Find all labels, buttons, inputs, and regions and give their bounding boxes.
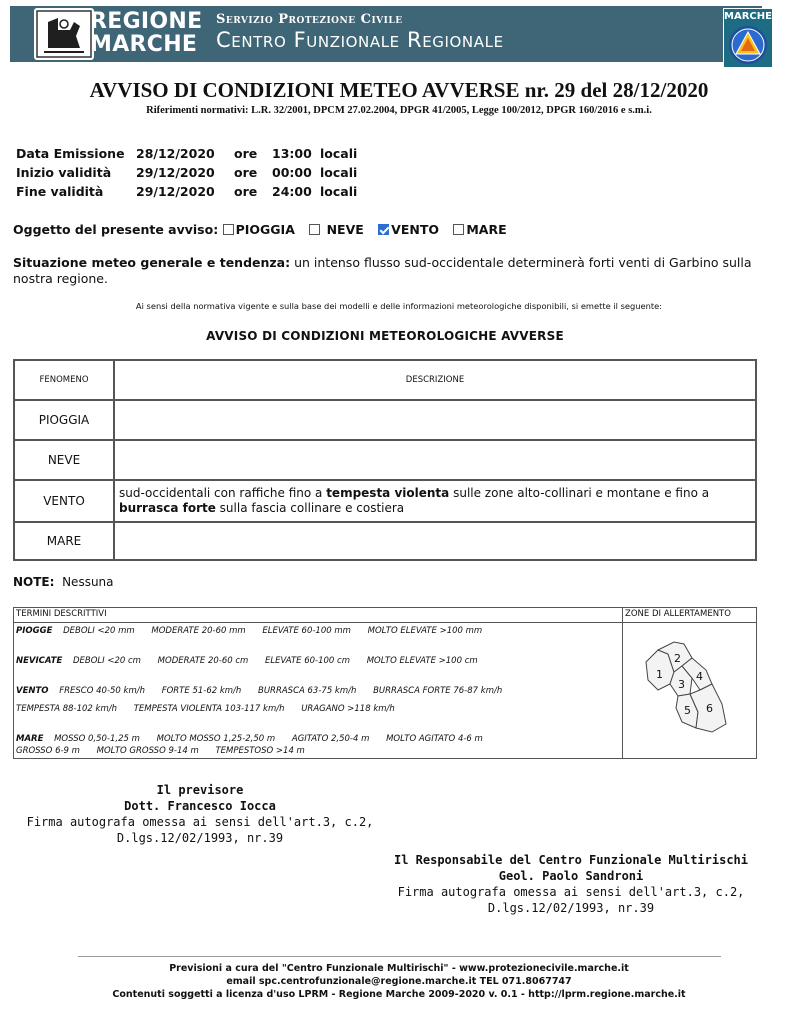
vento-terms: [16, 686, 516, 696]
pioggia-checkbox[interactable]: [223, 224, 234, 235]
term-item: DEBOLI <20 cm: [72, 656, 141, 666]
neve-checkbox[interactable]: [309, 224, 320, 235]
vento-terms-2: [16, 704, 409, 714]
date-value: 28/12/2020: [136, 146, 215, 161]
option-label: PIOGGIA: [235, 222, 295, 237]
option-label: VENTO: [391, 222, 439, 237]
footer-line-1: Previsioni a cura del "Centro Funzionale Multirischi" - www.protezionecivile.marche.it: [169, 963, 629, 974]
oggetto-label: Oggetto del presente avviso:: [13, 222, 219, 237]
term-item: MODERATE 20-60 cm: [157, 656, 249, 666]
note-value: Nessuna: [62, 575, 114, 589]
header-banner: [10, 6, 772, 62]
term-item: ELEVATE 60-100 cm: [265, 656, 350, 666]
zone-label: 1: [656, 668, 663, 681]
situazione-label: Situazione meteo generale e tendenza:: [13, 255, 291, 270]
option-label: NEVE: [326, 222, 364, 237]
responsabile-firma-1: Firma autografa omessa ai sensi dell'art.3, c.2,: [397, 885, 745, 899]
option-pioggia[interactable]: [223, 222, 295, 237]
option-neve[interactable]: [309, 222, 364, 237]
protezione-civile-badge: [723, 8, 773, 68]
term-item: MOSSO 0,50-1,25 m: [54, 734, 140, 744]
date-row: [16, 144, 357, 163]
descrizione-cell: [114, 400, 756, 440]
fenomeno-cell: NEVE: [14, 440, 114, 480]
regione-line2: MARCHE: [90, 32, 198, 57]
protezione-civile-icon: [724, 22, 772, 68]
term-item: GROSSO 6-9 m: [16, 746, 80, 756]
locali-label: locali: [320, 184, 358, 199]
terms-label: NEVICATE: [16, 656, 63, 666]
table-header-row: [14, 360, 756, 400]
fenomeni-table: [13, 359, 757, 561]
date-label: Data Emissione: [16, 146, 125, 161]
ore-label: ore: [234, 165, 258, 180]
zone-label: 5: [684, 704, 691, 717]
term-item: BURRASCA FORTE 76-87 km/h: [373, 686, 503, 696]
regione-marche-logo: [34, 8, 94, 60]
desc-part: sulla fascia collinare e costiera: [215, 501, 405, 515]
time-value: 00:00: [272, 165, 312, 180]
ore-label: ore: [234, 146, 258, 161]
footer-divider: [78, 956, 721, 957]
term-item: MODERATE 20-60 mm: [151, 626, 246, 636]
avviso-section-title: AVVISO DI CONDIZIONI METEOROLOGICHE AVVERSE: [206, 329, 564, 343]
term-item: BURRASCA 63-75 km/h: [258, 686, 357, 696]
desc-part: sulle zone alto-collinari e montane e fino a: [449, 486, 710, 500]
termini-descrittivi-box: [13, 607, 757, 759]
previsore-firma-2: D.lgs.12/02/1993, nr.39: [116, 831, 284, 845]
time-value: 24:00: [272, 184, 312, 199]
date-label: Fine validità: [16, 184, 104, 199]
responsabile-firma-2: D.lgs.12/02/1993, nr.39: [487, 901, 655, 915]
previsore-title: Il previsore: [156, 783, 244, 797]
date-value: 29/12/2020: [136, 184, 215, 199]
vento-checkbox[interactable]: [378, 224, 389, 235]
responsabile-name: Geol. Paolo Sandroni: [498, 869, 644, 883]
footer-line-2: email spc.centrofunzionale@regione.marche.it TEL 071.8067747: [226, 976, 572, 987]
descrizione-cell: [114, 480, 756, 522]
fenomeno-cell: PIOGGIA: [14, 400, 114, 440]
table-row: [14, 440, 756, 480]
term-item: TEMPESTA 88-102 km/h: [16, 704, 117, 714]
terms-label: VENTO: [16, 686, 49, 696]
mare-terms-2: [16, 746, 319, 756]
option-label: MARE: [466, 222, 507, 237]
note: [13, 575, 114, 589]
nevicate-terms: [16, 656, 492, 666]
term-item: AGITATO 2,50-4 m: [291, 734, 370, 744]
zone-header: ZONE DI ALLERTAMENTO: [625, 609, 731, 619]
terms-header: TERMINI DESCRITTIVI: [16, 609, 107, 619]
locali-label: locali: [320, 165, 358, 180]
regione-marche-text: [90, 10, 202, 56]
date-label: Inizio validità: [16, 165, 112, 180]
terms-label: MARE: [16, 734, 44, 744]
table-row: [14, 400, 756, 440]
mare-terms: [16, 734, 497, 744]
term-item: MOLTO AGITATO 4-6 m: [386, 734, 483, 744]
fenomeno-cell: VENTO: [14, 480, 114, 522]
divider: [622, 622, 757, 623]
term-item: TEMPESTA VIOLENTA 103-117 km/h: [133, 704, 285, 714]
note-label: NOTE:: [13, 575, 55, 589]
responsabile-title: Il Responsabile del Centro Funzionale Multirischi: [393, 853, 748, 867]
descrizione-cell: [114, 440, 756, 480]
footer-line-3: Contenuti soggetti a licenza d'uso LPRM - Regione Marche 2009-2020 v. 0.1 - http://lprm.regione.marche.it: [112, 989, 686, 1000]
locali-label: locali: [320, 146, 358, 161]
oggetto-avviso: [13, 222, 517, 237]
previsore-block: [20, 782, 380, 846]
table-row: [14, 522, 756, 560]
mare-checkbox[interactable]: [453, 224, 464, 235]
term-item: DEBOLI <20 mm: [63, 626, 135, 636]
situazione-meteo: [13, 255, 753, 287]
descrizione-cell: [114, 522, 756, 560]
desc-bold: tempesta violenta: [326, 486, 450, 500]
date-value: 29/12/2020: [136, 165, 215, 180]
document-title: AVVISO DI CONDIZIONI METEO AVVERSE nr. 29 del 28/12/2020: [89, 78, 709, 102]
zone-label: 6: [706, 702, 713, 715]
date-row: [16, 182, 357, 201]
term-item: MOLTO MOSSO 1,25-2,50 m: [156, 734, 276, 744]
header-fenomeno: FENOMENO: [14, 360, 114, 400]
desc-bold: burrasca forte: [119, 501, 216, 515]
term-item: MOLTO ELEVATE >100 mm: [367, 626, 483, 636]
table-row: [14, 480, 756, 522]
fenomeno-cell: MARE: [14, 522, 114, 560]
piogge-terms: [16, 626, 496, 636]
regione-line1: REGIONE: [90, 9, 203, 34]
ore-label: ore: [234, 184, 258, 199]
zone-label: 3: [678, 678, 685, 691]
zone-label: 4: [696, 670, 703, 683]
option-mare[interactable]: [453, 222, 506, 237]
term-item: ELEVATE 60-100 mm: [262, 626, 351, 636]
term-item: URAGANO >118 km/h: [301, 704, 395, 714]
date-row: [16, 163, 357, 182]
header-descrizione: DESCRIZIONE: [114, 360, 756, 400]
term-item: MOLTO ELEVATE >100 cm: [366, 656, 478, 666]
zone-allertamento-map: [640, 632, 740, 742]
divider: [622, 608, 623, 758]
time-value: 13:00: [272, 146, 312, 161]
regione-logo-icon: [34, 8, 94, 60]
centro-text: Centro Funzionale Regionale: [216, 28, 504, 52]
footer: [0, 962, 798, 1001]
situazione-text: un intenso flusso sud-occidentale determinerà forti venti di Garbino sulla nostra regione.: [13, 255, 752, 286]
term-item: FRESCO 40-50 km/h: [59, 686, 145, 696]
term-item: MOLTO GROSSO 9-14 m: [96, 746, 199, 756]
desc-part: sud-occidentali con raffiche fino a: [119, 486, 327, 500]
term-item: FORTE 51-62 km/h: [161, 686, 242, 696]
terms-label: PIOGGE: [16, 626, 53, 636]
previsore-firma-1: Firma autografa omessa ai sensi dell'art.3, c.2,: [26, 815, 374, 829]
servizio-text: Servizio Protezione Civile: [216, 12, 403, 27]
previsore-name: Dott. Francesco Iocca: [124, 799, 276, 813]
option-vento[interactable]: [378, 222, 439, 237]
dates-table: [16, 144, 357, 201]
riferimenti-normativi: Riferimenti normativi: L.R. 32/2001, DPCM 27.02.2004, DPGR 41/2005, Legge 100/2012, DPGR 160/2016 e s.m.i.: [146, 105, 652, 116]
responsabile-block: [376, 852, 766, 916]
badge-label: MARCHE: [724, 11, 772, 22]
ai-sensi-text: Ai sensi della normativa vigente e sulla base dei modelli e delle informazioni meteorologiche disponibili, si emette il seguente:: [135, 301, 663, 311]
zone-label: 2: [674, 652, 681, 665]
term-item: TEMPESTOSO >14 m: [215, 746, 305, 756]
divider: [14, 622, 622, 623]
